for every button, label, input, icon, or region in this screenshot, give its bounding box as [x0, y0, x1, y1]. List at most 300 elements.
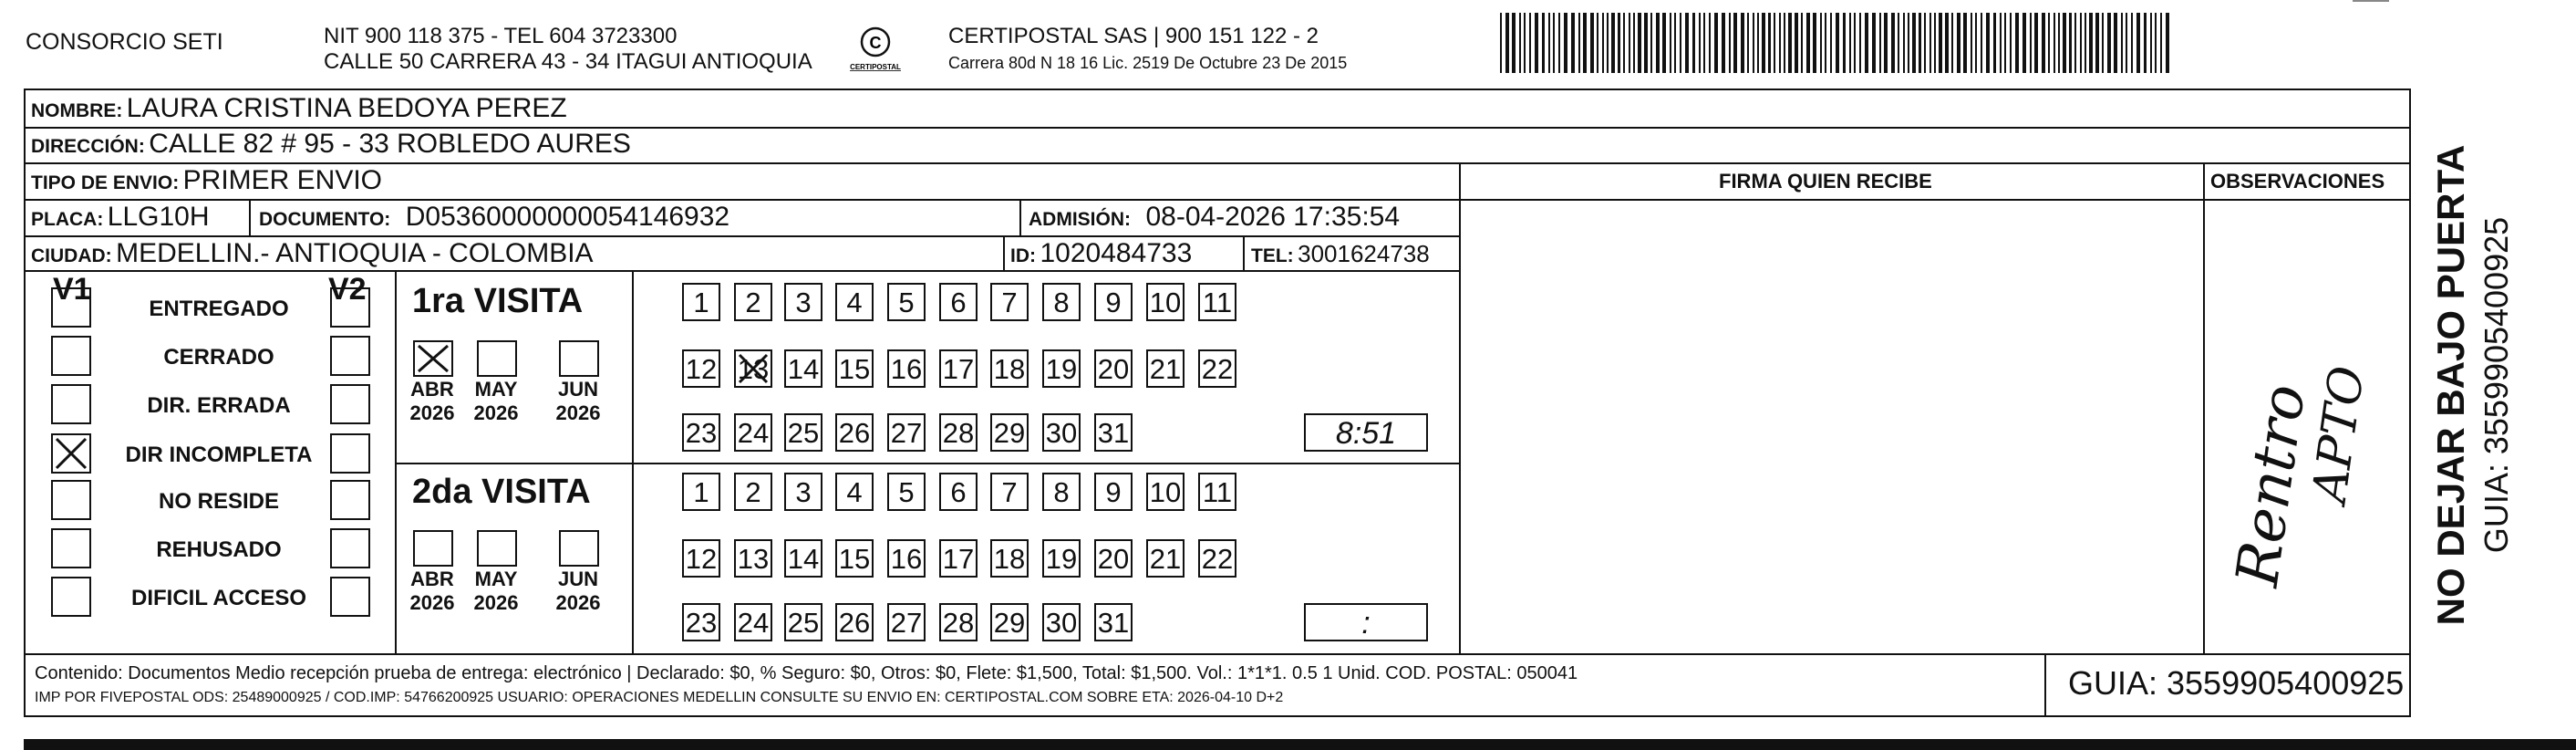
first-visit-day-box[interactable] [887, 413, 926, 452]
first-visit-day-number: 31 [1097, 417, 1130, 449]
first-visit-day-number: 20 [1097, 353, 1130, 385]
barcode-bar [1903, 13, 1905, 73]
barcode-bar [2063, 13, 2066, 73]
barcode-bar [2131, 13, 2133, 73]
first-visit-day-box[interactable] [990, 349, 1029, 388]
second-visit-day-number: 1 [693, 476, 709, 508]
second-visit-day-number: 24 [737, 607, 770, 639]
barcode-bar [1801, 13, 1803, 73]
second-visit-day-number: 31 [1097, 607, 1130, 639]
barcode-bar [2155, 13, 2157, 73]
second-visit-day-number: 12 [685, 543, 718, 575]
first-visit-day-box[interactable] [939, 413, 978, 452]
svg-text:CERTIPOSTAL: CERTIPOSTAL [850, 63, 901, 71]
second-visit-day-number: 6 [950, 476, 967, 508]
tel-value: 3001624738 [1298, 240, 1430, 267]
second-visit-day-box[interactable] [682, 539, 720, 578]
barcode-bar [1908, 13, 1909, 73]
first-visit-day-number: 5 [898, 286, 915, 318]
v1-checkbox[interactable] [51, 480, 91, 520]
barcode-bar [1986, 13, 1990, 73]
first-visit-day-number: 21 [1149, 353, 1182, 385]
second-visit-day-box[interactable] [1198, 473, 1236, 511]
status-label: DIFICIL ACCESO [130, 586, 306, 610]
first-visit-day-number: 24 [737, 417, 770, 449]
x-mark [415, 342, 451, 375]
first-visit-day-box[interactable] [784, 283, 822, 321]
barcode-bar [1553, 13, 1555, 73]
barcode-bar [2080, 13, 2082, 73]
barcode-bar [1806, 13, 1810, 73]
tipo-envio-row [31, 167, 382, 194]
second-visit-day-number: 3 [795, 476, 812, 508]
barcode-bar [2034, 13, 2038, 73]
status-label: CERRADO [163, 345, 274, 370]
id-value: 1020484733 [1040, 238, 1193, 268]
second-visit-month-checkbox[interactable] [413, 530, 453, 567]
barcode-bar [1597, 13, 1598, 73]
barcode-bar [2004, 13, 2006, 73]
barcode-bar [1629, 13, 1630, 73]
second-visit-day-box[interactable] [1042, 473, 1081, 511]
first-visit-day-number: 3 [795, 286, 812, 318]
status-label: DIR INCOMPLETA [125, 443, 313, 467]
nombre-value: LAURA CRISTINA BEDOYA PEREZ [126, 93, 567, 123]
second-visit-month-label: MAY 2026 [473, 568, 519, 614]
second-visit-day-box[interactable] [734, 473, 772, 511]
barcode-bar [2166, 13, 2169, 73]
id-field [1010, 240, 1192, 267]
second-visit-day-box[interactable] [784, 473, 822, 511]
v1-checkbox[interactable] [51, 384, 91, 424]
barcode-bar [2000, 13, 2002, 73]
barcode-bar [2054, 13, 2055, 73]
second-visit-day-number: 14 [787, 543, 820, 575]
barcode-bar [1747, 13, 1749, 73]
second-visit-month-label: ABR 2026 [409, 568, 455, 614]
second-visit-day-number: 30 [1045, 607, 1078, 639]
barcode-bar [1564, 13, 1567, 73]
first-visit-day-box[interactable] [990, 413, 1029, 452]
first-visit-day-number: 13 [737, 353, 770, 385]
tel-field [1251, 242, 1430, 266]
admision-label: ADMISIÓN: [1029, 209, 1131, 230]
first-visit-month-checkbox[interactable] [477, 340, 517, 377]
barcode-bar [1898, 13, 1899, 73]
svg-text:C: C [869, 34, 882, 52]
v2-checkbox[interactable] [330, 480, 370, 520]
barcode-bar [1542, 13, 1545, 73]
second-visit-day-box[interactable] [734, 603, 772, 641]
barcode-bar [1703, 13, 1705, 73]
first-visit-day-number: 9 [1105, 286, 1122, 318]
handwritten-observation-2: APTO [2302, 362, 2376, 506]
placa-field [31, 203, 210, 231]
barcode-bar [1929, 13, 1931, 73]
first-visit-month-label: MAY 2026 [473, 378, 519, 424]
barcode-bar [1971, 13, 1972, 73]
barcode-bar [1741, 13, 1744, 73]
second-visit-day-box[interactable] [734, 539, 772, 578]
id-label: ID: [1010, 245, 1036, 266]
barcode-bar [2074, 13, 2076, 73]
second-visit-title: 2da VISITA [412, 473, 591, 511]
x-mark [736, 351, 771, 386]
first-visit-day-box[interactable] [939, 349, 978, 388]
first-visit-day-box[interactable] [939, 283, 978, 321]
side-guia: GUIA: 3559905400925 [2478, 216, 2515, 554]
barcode-bar [1571, 13, 1575, 73]
barcode-bar [1879, 13, 1881, 73]
admision-value: 08-04-2026 17:35:54 [1145, 202, 1401, 232]
barcode-bar [1650, 13, 1652, 73]
barcode-bar [1656, 13, 1660, 73]
first-visit-day-number: 19 [1045, 353, 1078, 385]
barcode-bar [1500, 13, 1502, 73]
barcode-bar [1912, 13, 1916, 73]
barcode-bar [1788, 13, 1792, 73]
direccion-row [31, 130, 631, 158]
ciudad-label: CIUDAD: [31, 245, 112, 266]
second-visit-day-number: 4 [846, 476, 863, 508]
first-visit-day-number: 26 [838, 417, 871, 449]
first-visit-day-box[interactable] [682, 349, 720, 388]
first-visit-day-box[interactable] [784, 349, 822, 388]
first-visit-day-box[interactable] [1198, 283, 1236, 321]
second-visit-day-box[interactable] [784, 603, 822, 641]
v2-checkbox[interactable] [330, 528, 370, 568]
barcode-bar [1934, 13, 1936, 73]
v2-checkbox[interactable] [330, 384, 370, 424]
second-visit-day-number: 20 [1097, 543, 1130, 575]
barcode-bar [1644, 13, 1648, 73]
barcode-bar [1505, 13, 1509, 73]
second-visit-day-box[interactable] [1146, 473, 1185, 511]
first-visit-day-box[interactable] [734, 283, 772, 321]
barcode-bar [1975, 13, 1977, 73]
first-visit-day-box[interactable] [835, 413, 874, 452]
barcode-bar [2150, 13, 2152, 73]
barcode-bar [1849, 13, 1851, 73]
first-visit-day-box[interactable] [990, 283, 1029, 321]
second-visit-day-number: 25 [787, 607, 820, 639]
barcode-bar [1957, 13, 1960, 73]
second-visit-day-number: 27 [890, 607, 923, 639]
second-visit-day-number: 18 [993, 543, 1026, 575]
nombre-label: NOMBRE: [31, 100, 123, 121]
second-visit-day-number: 15 [838, 543, 871, 575]
footer-content-line: Contenido: Documentos Medio recepción prueba de entrega: electrónico | Declarado: $0, % Seguro: $0, Otros: $0, Flete: $1,500, Total: $1,500. Vol.: 1*1*1. 0.5 1 Unid. COD. POSTAL: 050041 [35, 663, 1578, 683]
barcode-bar [2102, 13, 2104, 73]
v2-checkbox[interactable] [330, 336, 370, 376]
second-visit-day-number: 9 [1105, 476, 1122, 508]
first-visit-time-box[interactable] [1304, 413, 1428, 452]
barcode-bar [1891, 13, 1895, 73]
barcode-bar [1670, 13, 1671, 73]
first-visit-day-box[interactable] [1094, 413, 1133, 452]
first-visit-month-label: ABR 2026 [409, 378, 455, 424]
barcode-bar [1680, 13, 1681, 73]
first-visit-day-number: 18 [993, 353, 1026, 385]
first-visit-day-number: 4 [846, 286, 863, 318]
first-visit-day-box[interactable] [1146, 349, 1185, 388]
first-visit-day-box[interactable] [835, 283, 874, 321]
documento-label: DOCUMENTO: [259, 209, 391, 230]
first-visit-day-box[interactable] [734, 413, 772, 452]
barcode-bar [2042, 13, 2045, 73]
second-visit-day-box[interactable] [887, 539, 926, 578]
barcode-bar [1633, 13, 1635, 73]
first-visit-day-number: 25 [787, 417, 820, 449]
first-visit-day-box[interactable] [1094, 283, 1133, 321]
first-visit-day-box[interactable] [1198, 349, 1236, 388]
first-visit-day-number: 16 [890, 353, 923, 385]
barcode-bar [1884, 13, 1888, 73]
handwritten-observation-1: Rentro [2223, 380, 2320, 591]
barcode-bar [1825, 13, 1826, 73]
first-visit-time-value: 8:51 [1335, 416, 1397, 451]
barcode-bar [1872, 13, 1876, 73]
first-visit-day-box[interactable] [887, 349, 926, 388]
second-visit-time-box[interactable] [1304, 603, 1428, 641]
first-visit-day-number: 10 [1149, 286, 1182, 318]
barcode-bar [2126, 13, 2127, 73]
v2-checkbox[interactable] [330, 433, 370, 474]
barcode-bar [2160, 13, 2162, 73]
ciudad-field [31, 240, 594, 267]
second-visit-day-box[interactable] [1094, 473, 1133, 511]
company-name: CONSORCIO SETI [26, 29, 223, 55]
first-visit-day-number: 23 [685, 417, 718, 449]
first-visit-month-checkbox[interactable] [559, 340, 599, 377]
v1-checkbox[interactable] [51, 336, 91, 376]
second-visit-day-number: 23 [685, 607, 718, 639]
admision-field [1029, 203, 1400, 231]
first-visit-day-box[interactable] [1146, 283, 1185, 321]
barcode-bar [2058, 13, 2060, 73]
second-visit-day-box[interactable] [835, 473, 874, 511]
barcode-bar [1963, 13, 1967, 73]
barcode-bar [1843, 13, 1846, 73]
second-visit-day-box[interactable] [887, 473, 926, 511]
v1-checkbox[interactable] [51, 577, 91, 617]
footer-print-line: IMP POR FIVEPOSTAL ODS: 25489000925 / COD.IMP: 54766200925 USUARIO: OPERACIONES MEDELLIN CONSULTE SU ENVIO EN: CERTIPOSTAL.COM SOBRE ETA: 2026-04-10 D+2 [35, 690, 1284, 705]
barcode-bar [1535, 13, 1538, 73]
barcode-bar [2010, 13, 2012, 73]
second-visit-month-checkbox[interactable] [477, 530, 517, 567]
first-visit-day-number: 29 [993, 417, 1026, 449]
first-visit-day-number: 6 [950, 286, 967, 318]
documento-field [259, 203, 729, 231]
barcode-bar [1774, 13, 1775, 73]
barcode-bar [2095, 13, 2099, 73]
barcode-bar [1558, 13, 1560, 73]
barcode-bar [1762, 13, 1765, 73]
barcode-bar [1924, 13, 1926, 73]
second-visit-day-number: 21 [1149, 543, 1182, 575]
barcode-bar [1524, 13, 1526, 73]
barcode-bar [1993, 13, 1996, 73]
second-visit-day-box[interactable] [887, 603, 926, 641]
barcode-bar [1714, 13, 1718, 73]
v2-label: V2 [328, 272, 367, 307]
x-mark [53, 435, 89, 472]
second-visit-day-box[interactable] [682, 603, 720, 641]
certipostal-license-line: Carrera 80d N 18 16 Lic. 2519 De Octubre 23 De 2015 [948, 54, 1348, 72]
second-visit-day-number: 13 [737, 543, 770, 575]
barcode-bar [1519, 13, 1521, 73]
first-visit-day-box[interactable] [835, 349, 874, 388]
second-visit-day-number: 16 [890, 543, 923, 575]
barcode-bar [2107, 13, 2111, 73]
second-visit-day-box[interactable] [990, 539, 1029, 578]
barcode-bar [1733, 13, 1737, 73]
barcode-bar [1729, 13, 1731, 73]
barcode [1500, 13, 2175, 75]
first-visit-day-number: 15 [838, 353, 871, 385]
v2-checkbox[interactable] [330, 287, 370, 328]
barcode-bar [1692, 13, 1695, 73]
barcode-bar [2114, 13, 2117, 73]
barcode-bar [1590, 13, 1594, 73]
second-visit-day-box[interactable] [990, 473, 1029, 511]
barcode-bar [1674, 13, 1676, 73]
second-visit-day-box[interactable] [682, 473, 720, 511]
v1-checkbox[interactable] [51, 287, 91, 328]
first-visit-day-number: 22 [1201, 353, 1234, 385]
first-visit-day-box[interactable] [734, 349, 772, 388]
barcode-bar [1529, 13, 1531, 73]
barcode-bar [2030, 13, 2032, 73]
second-visit-day-box[interactable] [835, 603, 874, 641]
barcode-bar [2121, 13, 2123, 73]
first-visit-day-number: 30 [1045, 417, 1078, 449]
first-visit-day-number: 11 [1202, 286, 1233, 318]
barcode-bar [1945, 13, 1949, 73]
first-visit-month-checkbox[interactable] [413, 340, 453, 377]
second-visit-day-number: 28 [942, 607, 975, 639]
certipostal-logo [839, 22, 912, 77]
documento-value: D05360000000054146932 [405, 202, 730, 232]
first-visit-day-box[interactable] [1042, 349, 1081, 388]
second-visit-day-box[interactable] [939, 539, 978, 578]
status-label: REHUSADO [156, 537, 282, 562]
v1-checkbox[interactable] [51, 433, 91, 474]
barcode-bar [1623, 13, 1625, 73]
second-visit-day-box[interactable] [784, 539, 822, 578]
second-visit-day-box[interactable] [835, 539, 874, 578]
barcode-bar [1768, 13, 1771, 73]
barcode-bar [1981, 13, 1982, 73]
observaciones-header: OBSERVACIONES [2210, 170, 2385, 193]
barcode-bar [1919, 13, 1921, 73]
first-visit-day-number: 1 [693, 286, 709, 318]
direccion-label: DIRECCIÓN: [31, 136, 145, 157]
second-visit-day-number: 29 [993, 607, 1026, 639]
first-visit-day-number: 27 [890, 417, 923, 449]
barcode-bar [1699, 13, 1701, 73]
second-visit-day-box[interactable] [939, 603, 978, 641]
second-visit-day-number: 5 [898, 476, 915, 508]
barcode-bar [1795, 13, 1798, 73]
first-visit-day-box[interactable] [784, 413, 822, 452]
barcode-bar [1757, 13, 1759, 73]
barcode-bar [1779, 13, 1781, 73]
barcode-bar [1548, 13, 1550, 73]
second-visit-day-number: 8 [1053, 476, 1070, 508]
barcode-bar [1578, 13, 1580, 73]
first-visit-month-label: JUN 2026 [555, 378, 601, 424]
second-visit-day-box[interactable] [1042, 603, 1081, 641]
barcode-bar [1830, 13, 1832, 73]
barcode-bar [1638, 13, 1641, 73]
tel-label: TEL: [1251, 245, 1294, 266]
first-visit-day-box[interactable] [1042, 413, 1081, 452]
barcode-bar [1709, 13, 1711, 73]
first-visit-day-box[interactable] [1042, 283, 1081, 321]
direccion-value: CALLE 82 # 95 - 33 ROBLEDO AURES [149, 129, 631, 159]
barcode-bar [2069, 13, 2072, 73]
second-visit-day-number: 7 [1001, 476, 1018, 508]
second-visit-day-number: 22 [1201, 543, 1234, 575]
first-visit-day-number: 7 [1001, 286, 1018, 318]
second-visit-day-box[interactable] [1146, 539, 1185, 578]
barcode-bar [2089, 13, 2093, 73]
v2-checkbox[interactable] [330, 577, 370, 617]
second-visit-month-checkbox[interactable] [559, 530, 599, 567]
barcode-bar [1865, 13, 1868, 73]
second-visit-day-number: 26 [838, 607, 871, 639]
placa-label: PLACA: [31, 209, 104, 230]
tipo-envio-value: PRIMER ENVIO [182, 165, 383, 195]
first-visit-day-box[interactable] [887, 283, 926, 321]
v1-checkbox[interactable] [51, 528, 91, 568]
barcode-bar [2015, 13, 2019, 73]
second-visit-day-box[interactable] [1042, 539, 1081, 578]
barcode-bar [2144, 13, 2147, 73]
second-visit-day-box[interactable] [1198, 539, 1236, 578]
barcode-bar [1722, 13, 1725, 73]
barcode-bar [1784, 13, 1785, 73]
second-visit-day-box[interactable] [1094, 539, 1133, 578]
tipo-envio-label: TIPO DE ENVIO: [31, 172, 180, 193]
barcode-bar [2023, 13, 2026, 73]
nit-address-line: CALLE 50 CARRERA 43 - 34 ITAGUI ANTIOQUIA [324, 49, 812, 74]
barcode-bar [1602, 13, 1604, 73]
first-visit-day-number: 8 [1053, 286, 1070, 318]
first-visit-day-box[interactable] [682, 283, 720, 321]
barcode-bar [1813, 13, 1816, 73]
barcode-bar [1951, 13, 1953, 73]
certipostal-line: CERTIPOSTAL SAS | 900 151 122 - 2 [948, 24, 1319, 48]
second-visit-day-box[interactable] [1094, 603, 1133, 641]
first-visit-title: 1ra VISITA [412, 282, 584, 320]
second-visit-day-number: 17 [942, 543, 975, 575]
first-visit-day-box[interactable] [682, 413, 720, 452]
barcode-bar [1939, 13, 1942, 73]
second-visit-time-value: : [1361, 606, 1371, 641]
ciudad-value: MEDELLIN.- ANTIOQUIA - COLOMBIA [116, 238, 594, 268]
status-label: DIR. ERRADA [147, 393, 291, 418]
placa-value: LLG10H [107, 202, 210, 232]
second-visit-day-box[interactable] [990, 603, 1029, 641]
second-visit-day-box[interactable] [939, 473, 978, 511]
first-visit-day-number: 17 [942, 353, 975, 385]
corner-mark [2353, 0, 2389, 2]
first-visit-day-number: 2 [745, 286, 761, 318]
first-visit-day-box[interactable] [1094, 349, 1133, 388]
second-visit-day-number: 11 [1202, 476, 1233, 508]
